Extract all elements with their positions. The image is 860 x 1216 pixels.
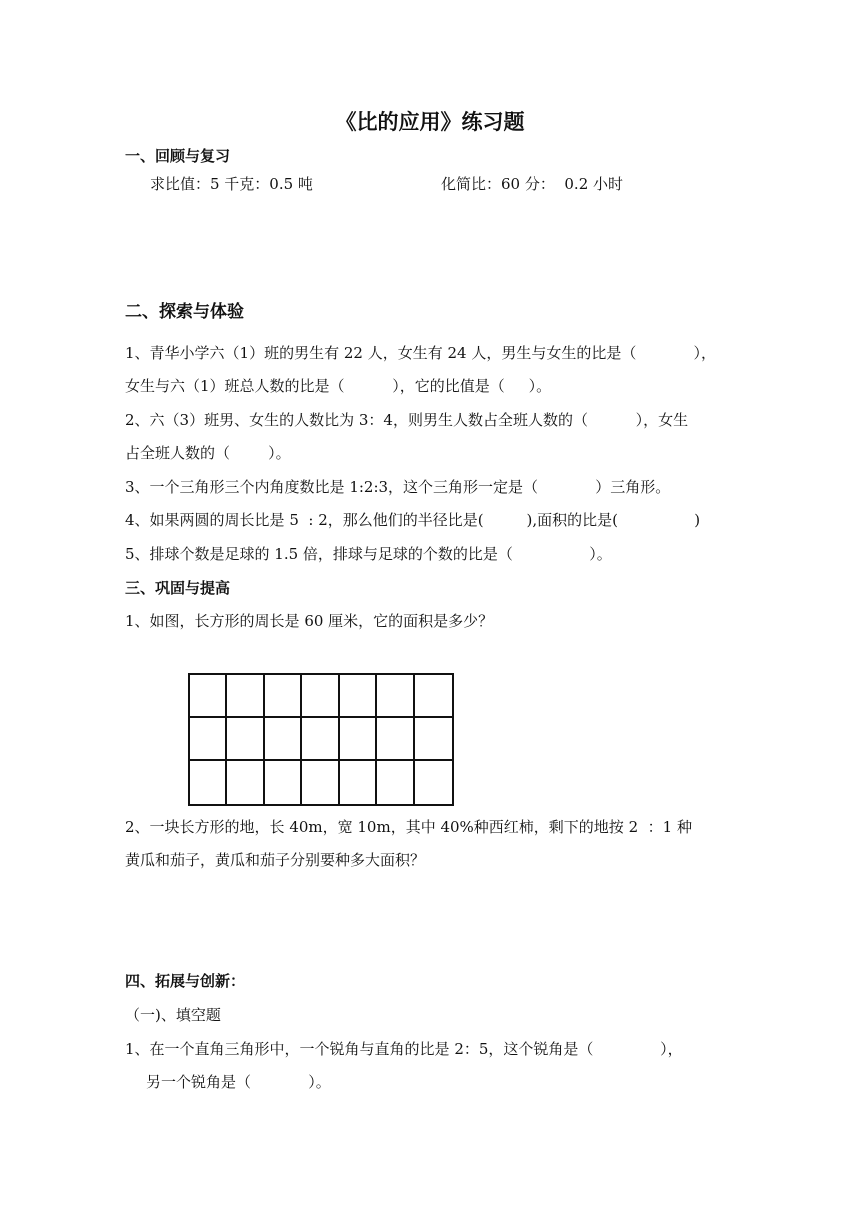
grid-cell xyxy=(265,718,302,761)
grid-cell xyxy=(415,675,452,718)
section-2-heading: 二、探索与体验 xyxy=(125,302,244,322)
question-4-1-line-2: 另一个锐角是（ ）。 xyxy=(146,1073,331,1091)
grid-cell xyxy=(340,675,377,718)
question-2-3: 3、一个三角形三个内角度数比是 1:2:3，这个三角形一定是（ ）三角形。 xyxy=(125,478,671,496)
question-2-2-line-1: 2、六（3）班男、女生的人数比为 3：4，则男生人数占全班人数的（ ），女生 xyxy=(125,411,689,429)
grid-cell xyxy=(227,718,264,761)
question-3-1: 1、如图，长方形的周长是 60 厘米，它的面积是多少？ xyxy=(125,612,494,630)
grid-cell xyxy=(340,761,377,804)
grid-cell xyxy=(415,718,452,761)
page-title: 《比的应用》练习题 xyxy=(335,109,525,134)
section-3-heading: 三、巩固与提高 xyxy=(125,579,231,597)
section-1-heading: 一、回顾与复习 xyxy=(125,147,231,165)
grid-cell xyxy=(190,675,227,718)
grid-cell xyxy=(265,675,302,718)
grid-cell xyxy=(415,761,452,804)
question-2-2-line-2: 占全班人数的（ ）。 xyxy=(125,444,291,462)
section-4-sub-heading: （一)、填空题 xyxy=(125,1006,221,1024)
grid-cell xyxy=(302,718,339,761)
rectangle-grid-figure xyxy=(188,673,454,806)
grid-cell xyxy=(302,675,339,718)
grid-cell xyxy=(190,761,227,804)
grid-cell xyxy=(377,718,414,761)
grid-cell xyxy=(227,761,264,804)
grid-cell xyxy=(377,761,414,804)
grid-cell xyxy=(190,718,227,761)
question-4-1-line-1: 1、在一个直角三角形中，一个锐角与直角的比是 2：5，这个锐角是（ ）， xyxy=(125,1040,683,1058)
question-2-4: 4、如果两圆的周长比是 5 : 2，那么他们的半径比是( ),面积的比是( ) xyxy=(125,511,701,529)
grid-cell xyxy=(265,761,302,804)
grid-cell xyxy=(377,675,414,718)
question-2-1-line-1: 1、青华小学六（1）班的男生有 22 人，女生有 24 人，男生与女生的比是（ ）， xyxy=(125,344,717,362)
question-3-2-line-2: 黄瓜和茄子，黄瓜和茄子分别要种多大面积？ xyxy=(125,851,426,869)
grid-cell xyxy=(340,718,377,761)
question-3-2-line-1: 2、一块长方形的地，长 40m，宽 10m，其中 40%种西红柿，剩下的地按 2 ：1 种 xyxy=(125,818,692,836)
grid-cell xyxy=(302,761,339,804)
section-4-heading: 四、拓展与创新： xyxy=(125,972,246,990)
grid-cell xyxy=(227,675,264,718)
question-2-5: 5、排球个数是足球的 1.5 倍，排球与足球的个数的比是（ ）。 xyxy=(125,545,612,563)
question-simplify-ratio: 化简比：60 分： 0.2 小时 xyxy=(441,175,624,193)
question-2-1-line-2: 女生与六（1）班总人数的比是（ ），它的比值是（ ）。 xyxy=(125,377,552,395)
question-ratio-value: 求比值：5 千克：0.5 吨 xyxy=(150,175,313,193)
